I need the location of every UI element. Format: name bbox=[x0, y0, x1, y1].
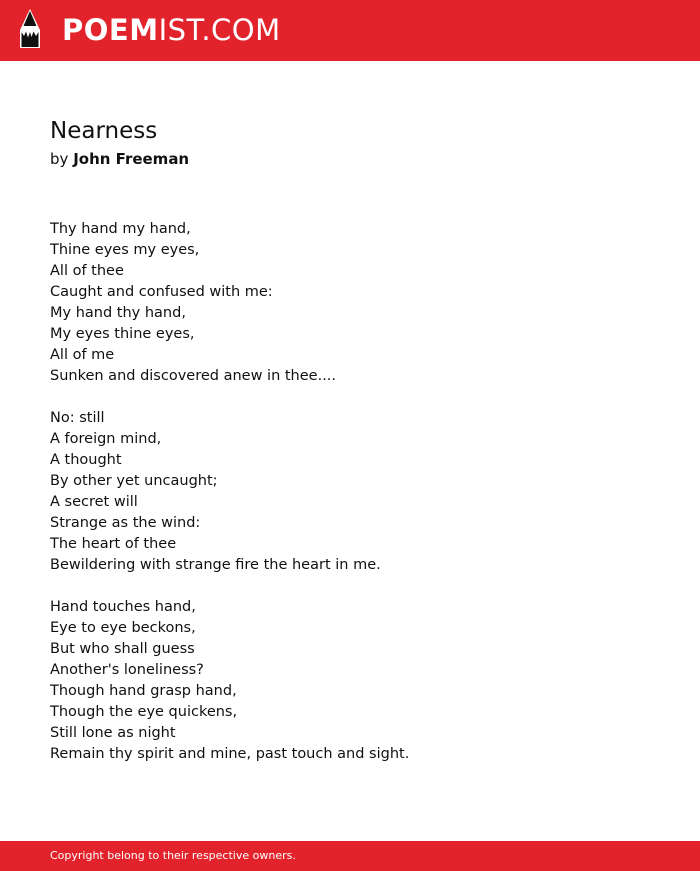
poem-line: Though the eye quickens, bbox=[50, 704, 238, 720]
poem-line: A secret will bbox=[50, 494, 138, 510]
poem-stanza bbox=[50, 219, 650, 387]
poem-line: The heart of thee bbox=[50, 536, 177, 552]
poem-line: Eye to eye beckons, bbox=[50, 620, 196, 636]
poem-line: By other yet uncaught; bbox=[50, 473, 218, 489]
poem-line: Remain thy spirit and mine, past touch and sight. bbox=[50, 746, 410, 762]
poem-line: Sunken and discovered anew in thee.... bbox=[50, 368, 337, 384]
site-logo[interactable] bbox=[62, 12, 281, 48]
poem-line: Still lone as night bbox=[50, 725, 176, 741]
poem-line: A foreign mind, bbox=[50, 431, 162, 447]
poem-line: My eyes thine eyes, bbox=[50, 326, 195, 342]
site-header bbox=[0, 0, 700, 61]
site-footer bbox=[0, 841, 700, 871]
pen-nib-icon[interactable] bbox=[17, 9, 43, 51]
poem-line: No: still bbox=[50, 410, 105, 426]
poem-line: My hand thy hand, bbox=[50, 305, 186, 321]
poem-line: But who shall guess bbox=[50, 641, 195, 657]
poem-line: All of me bbox=[50, 347, 115, 363]
poem-stanza bbox=[50, 408, 650, 576]
poem-line: A thought bbox=[50, 452, 122, 468]
poem-line: All of thee bbox=[50, 263, 124, 279]
poem-line: Though hand grasp hand, bbox=[50, 683, 237, 699]
poem-title: Nearness bbox=[50, 118, 158, 144]
poem-line: Hand touches hand, bbox=[50, 599, 196, 615]
poem-body bbox=[50, 219, 650, 786]
poem-line: Strange as the wind: bbox=[50, 515, 201, 531]
poem-stanza bbox=[50, 597, 650, 765]
logo-light-text: IST.COM bbox=[158, 13, 281, 47]
by-label: by bbox=[50, 150, 69, 168]
logo-bold-text: POEM bbox=[62, 13, 159, 47]
byline bbox=[50, 148, 189, 170]
poem-line: Another's loneliness? bbox=[50, 662, 204, 678]
poem-line: Bewildering with strange fire the heart in me. bbox=[50, 557, 381, 573]
copyright-text: Copyright belong to their respective owners. bbox=[50, 849, 296, 862]
poem-line: Caught and confused with me: bbox=[50, 284, 273, 300]
author-name: John Freeman bbox=[73, 150, 190, 168]
poem-line: Thine eyes my eyes, bbox=[50, 242, 200, 258]
poem-line: Thy hand my hand, bbox=[50, 221, 191, 237]
